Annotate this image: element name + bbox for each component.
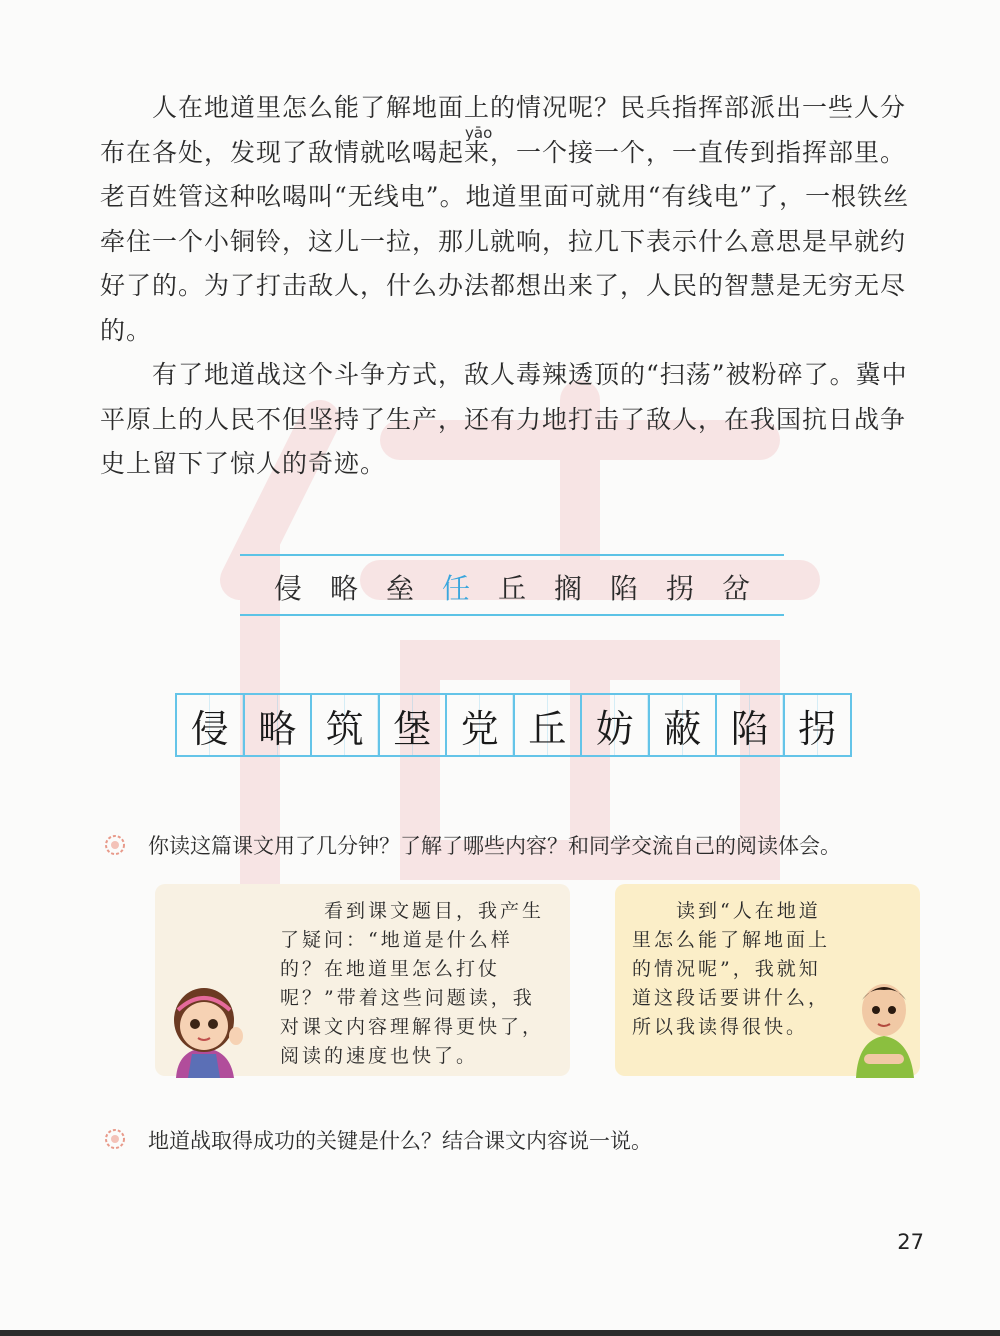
recognize-char-highlighted: 任 xyxy=(441,572,470,605)
recognize-char: 岔 xyxy=(722,572,751,605)
write-char-cell: 蔽 xyxy=(650,695,718,755)
write-char-cell: 丘 xyxy=(515,695,583,755)
question-2: 地道战取得成功的关键是什么？结合课文内容说一说。 xyxy=(148,1129,652,1153)
boy-character-illustration xyxy=(848,970,920,1078)
flower-bullet-icon xyxy=(104,834,126,856)
recognize-char: 侵 xyxy=(273,572,302,605)
boy-speech-text: 读到“人在地道里怎么能了解地面上的情况呢”，我就知道这段话要讲什么，所以我读得很快。 xyxy=(632,900,831,1038)
recognize-char: 搁 xyxy=(554,572,583,605)
write-char-cell: 略 xyxy=(245,695,313,755)
recognize-char: 陷 xyxy=(610,572,639,605)
recognize-char: 丘 xyxy=(497,572,526,605)
flower-bullet-icon xyxy=(104,1128,126,1150)
girl-character-illustration xyxy=(158,980,250,1078)
page-bottom-edge xyxy=(0,1330,1000,1336)
question-1: 你读这篇课文用了几分钟？了解了哪些内容？和同学交流自己的阅读体会。 xyxy=(148,834,841,858)
write-char-cell: 筑 xyxy=(312,695,380,755)
write-char-cell: 陷 xyxy=(717,695,785,755)
write-char-cell: 妨 xyxy=(582,695,650,755)
paragraph-2: 有了地道战这个斗争方式，敌人毒辣透顶的“扫荡”被粉碎了。冀中平原上的人民不但坚持了生产，还有力地打击了敌人，在我国抗日战争史上留下了惊人的奇迹。 xyxy=(100,360,908,478)
page-number: 27 xyxy=(897,1230,924,1254)
recognize-char: 垒 xyxy=(385,572,414,605)
write-char-cell: 党 xyxy=(447,695,515,755)
recognize-char: 略 xyxy=(329,572,358,605)
write-char-cell: 堡 xyxy=(380,695,448,755)
write-char-cell: 拐 xyxy=(785,695,851,755)
recognize-char: 拐 xyxy=(666,572,695,605)
write-char-cell: 侵 xyxy=(177,695,245,755)
pinyin-annotation: yāo xyxy=(465,124,493,142)
vocab-top-rule xyxy=(240,554,784,556)
vocab-bottom-rule xyxy=(240,614,784,616)
recognize-characters xyxy=(240,563,784,611)
girl-speech-text: 看到课文题目，我产生了疑问：“地道是什么样的？在地道里怎么打仗呢？”带着这些问题读，我对课文内容理解得更快了，阅读的速度也快了。 xyxy=(280,900,545,1067)
write-characters-grid xyxy=(175,693,852,757)
paragraph-1: 人在地道里怎么能了解地面上的情况呢？民兵指挥部派出一些人分布在各处，发现了敌情就吆喝起来，一个接一个，一直传到指挥部里。老百姓管这种吆喝叫“无线电”。地道里面可就用“有线电”了，一根铁丝牵住一个小铜铃，这儿一拉，那儿就响，拉几下表示什么意思是早就约好了的。为了打击敌人，什么办法都想出来了，人民的智慧是无穷无尽的。 xyxy=(100,93,910,345)
